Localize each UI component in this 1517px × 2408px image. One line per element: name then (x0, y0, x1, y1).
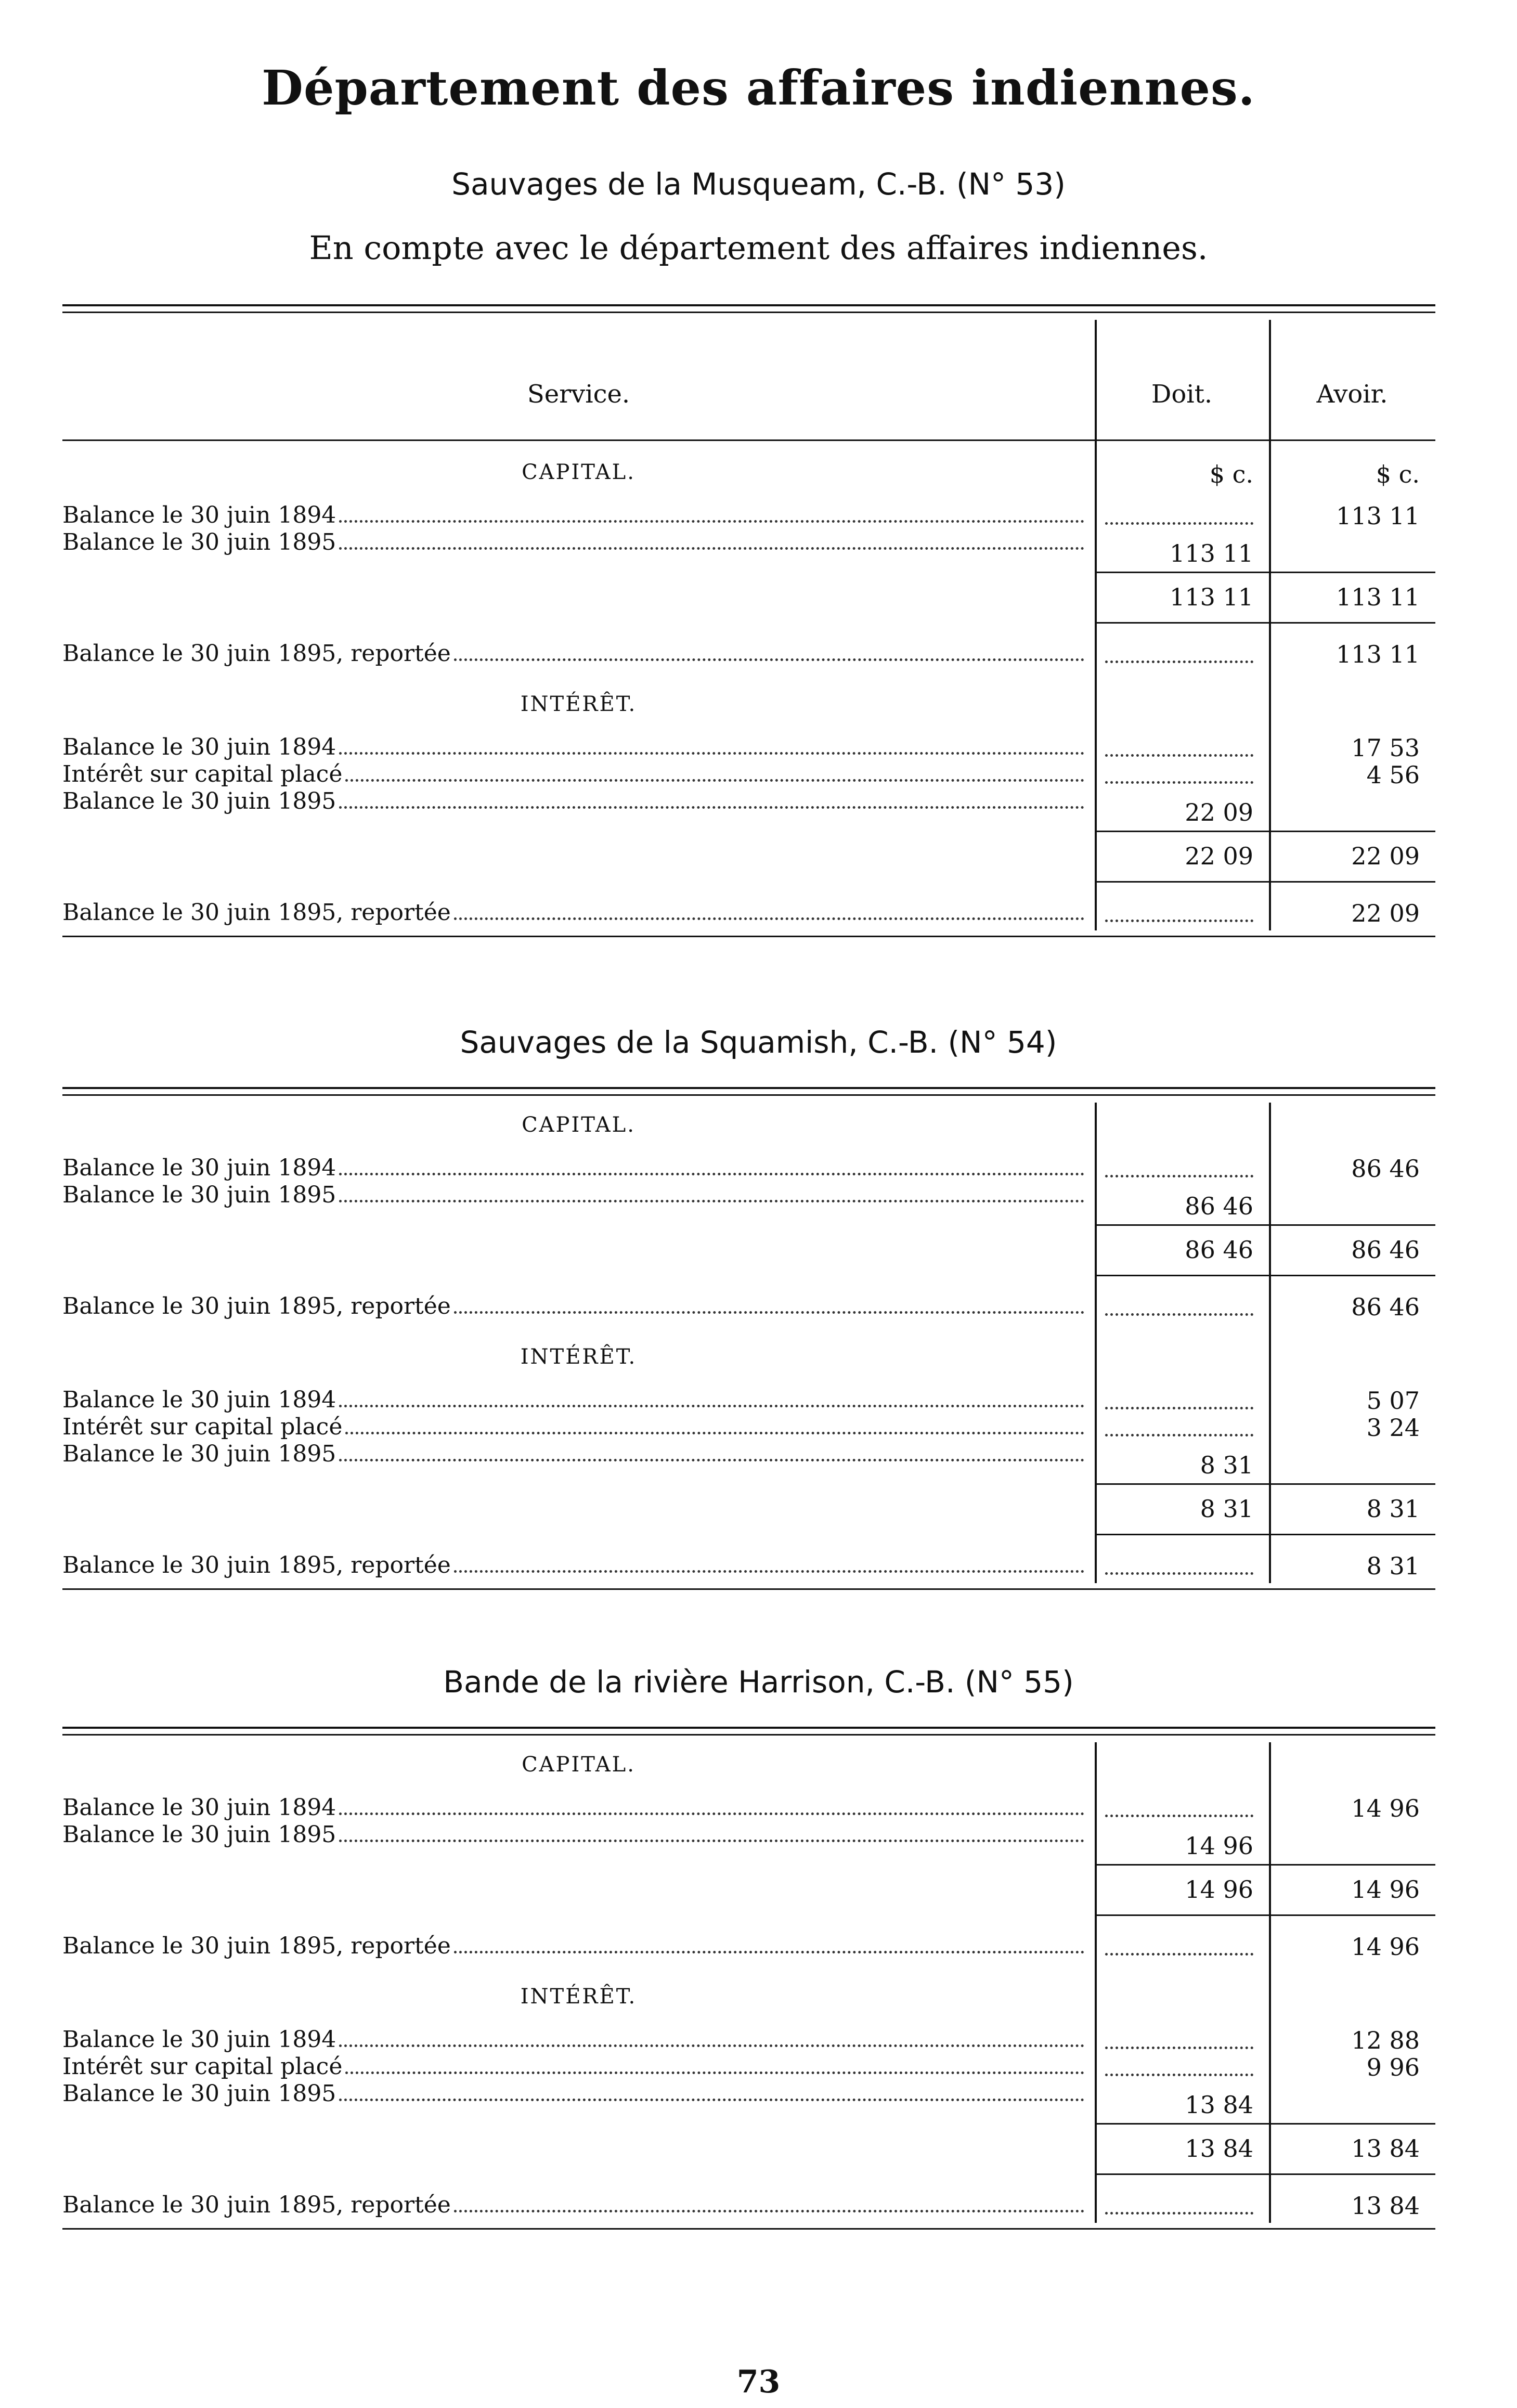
totals-rule (1095, 2173, 1435, 2175)
doit-dot-leader (1105, 1406, 1253, 1409)
avoir-column-line (1269, 1742, 1271, 2223)
entry-label (62, 788, 1084, 814)
doit-dot-leader (1105, 1952, 1253, 1956)
capital-heading: CAPITAL. (522, 460, 636, 484)
dot-leader (339, 520, 1084, 523)
column-header-service: Service. (527, 380, 630, 409)
doit-total: 22 09 (1185, 842, 1253, 870)
avoir-total: 86 46 (1351, 1236, 1420, 1264)
carried-balance-label (62, 1933, 1084, 1959)
entry-label-text: Balance le 30 juin 1895 (62, 1182, 336, 1208)
column-header-doit: Doit. (1151, 380, 1213, 409)
entry-label-text: Balance le 30 juin 1894 (62, 1387, 336, 1413)
carried-balance-label (62, 1552, 1084, 1578)
doit-column-line (1095, 320, 1097, 930)
entry-label-text: Intérêt sur capital placé (62, 1414, 343, 1440)
carried-avoir: 14 96 (1351, 1933, 1420, 1961)
doit-dot-leader (1105, 781, 1253, 784)
entry-label (62, 2080, 1084, 2107)
entry-label-text: Balance le 30 juin 1895 (62, 1821, 336, 1848)
table-bottom-rule (62, 2228, 1435, 2230)
dot-leader (339, 1458, 1084, 1461)
table-top-rule (62, 304, 1435, 306)
entry-label (62, 1182, 1084, 1208)
dot-leader (339, 1199, 1084, 1202)
doit-dot-leader (1105, 2073, 1253, 2076)
doit-amount: 113 11 (1170, 539, 1253, 567)
doit-amount: 14 96 (1185, 1832, 1253, 1860)
entry-label (62, 529, 1084, 555)
entry-label-text: Balance le 30 juin 1895 (62, 1441, 336, 1467)
carried-avoir: 13 84 (1351, 2192, 1420, 2220)
doit-column-line (1095, 1103, 1097, 1583)
entry-label-text: Balance le 30 juin 1895 (62, 529, 336, 555)
doit-dot-leader (1105, 660, 1253, 663)
doit-amount: 22 09 (1185, 798, 1253, 826)
column-header-avoir: Avoir. (1316, 380, 1388, 409)
avoir-total: 14 96 (1351, 1875, 1420, 1904)
doit-total: 86 46 (1185, 1236, 1253, 1264)
section-title: Sauvages de la Squamish, C.-B. (N° 54) (460, 1025, 1057, 1060)
doit-total: 8 31 (1200, 1495, 1253, 1523)
currency-header-avoir: $ c. (1376, 460, 1420, 488)
avoir-column-line (1269, 320, 1271, 930)
totals-rule (1095, 572, 1435, 573)
avoir-amount: 3 24 (1366, 1414, 1420, 1442)
avoir-amount: 86 46 (1351, 1155, 1420, 1183)
section-title: Sauvages de la Musqueam, C.-B. (N° 53) (451, 166, 1066, 202)
capital-heading: CAPITAL. (522, 1113, 636, 1137)
table-bottom-rule (62, 936, 1435, 937)
dot-leader (454, 917, 1084, 920)
dot-leader (454, 2209, 1084, 2212)
entry-label-text: Balance le 30 juin 1894 (62, 734, 336, 760)
entry-label (62, 502, 1084, 528)
doit-dot-leader (1105, 2046, 1253, 2049)
dot-leader (339, 1404, 1084, 1407)
entry-label-text: Intérêt sur capital placé (62, 2053, 343, 2080)
avoir-amount: 4 56 (1366, 761, 1420, 789)
entry-label (62, 734, 1084, 760)
dot-leader (339, 752, 1084, 755)
doit-dot-leader (1105, 754, 1253, 757)
avoir-total: 13 84 (1351, 2134, 1420, 2163)
doit-column-line (1095, 1742, 1097, 2223)
page-title: Département des affaires indiennes. (262, 60, 1255, 116)
carried-balance-label (62, 1293, 1084, 1319)
carried-balance-text: Balance le 30 juin 1895, reportée (62, 2192, 451, 2218)
currency-header-doit: $ c. (1209, 460, 1253, 488)
table-top-rule (62, 1734, 1435, 1736)
totals-rule (1095, 831, 1435, 832)
doit-dot-leader (1105, 522, 1253, 525)
carried-balance-text: Balance le 30 juin 1895, reportée (62, 640, 451, 667)
dot-leader (339, 1172, 1084, 1175)
entry-label (62, 1387, 1084, 1413)
avoir-column-line (1269, 1103, 1271, 1583)
totals-rule (1095, 881, 1435, 883)
totals-rule (1095, 1275, 1435, 1276)
totals-rule (1095, 1224, 1435, 1226)
entry-label-text: Balance le 30 juin 1894 (62, 1155, 336, 1181)
dot-leader (345, 2071, 1084, 2074)
doit-total: 13 84 (1185, 2134, 1253, 2163)
table-top-rule (62, 1727, 1435, 1729)
entry-label (62, 1441, 1084, 1467)
table-bottom-rule (62, 1588, 1435, 1590)
table-top-rule (62, 1087, 1435, 1089)
interet-heading: INTÉRÊT. (520, 1985, 637, 2009)
avoir-total: 8 31 (1366, 1495, 1420, 1523)
dot-leader (339, 1812, 1084, 1815)
avoir-amount: 113 11 (1336, 502, 1420, 530)
carried-balance-label (62, 640, 1084, 667)
doit-dot-leader (1105, 1433, 1253, 1436)
avoir-total: 113 11 (1336, 583, 1420, 611)
dot-leader (454, 1311, 1084, 1314)
dot-leader (454, 1570, 1084, 1573)
entry-label-text: Intérêt sur capital placé (62, 761, 343, 787)
dot-leader (339, 806, 1084, 809)
totals-rule (1095, 2123, 1435, 2125)
interet-heading: INTÉRÊT. (520, 692, 637, 716)
entry-label (62, 1414, 1084, 1440)
entry-label-text: Balance le 30 juin 1895 (62, 2080, 336, 2107)
dot-leader (345, 1431, 1084, 1434)
doit-dot-leader (1105, 919, 1253, 922)
entry-label-text: Balance le 30 juin 1894 (62, 2026, 336, 2053)
entry-label (62, 2026, 1084, 2053)
header-rule (62, 439, 1435, 441)
avoir-total: 22 09 (1351, 842, 1420, 870)
doit-amount: 13 84 (1185, 2091, 1253, 2119)
totals-rule (1095, 1914, 1435, 1916)
carried-avoir: 22 09 (1351, 899, 1420, 927)
capital-heading: CAPITAL. (522, 1753, 636, 1777)
avoir-amount: 14 96 (1351, 1794, 1420, 1822)
avoir-amount: 12 88 (1351, 2026, 1420, 2054)
doit-dot-leader (1105, 2211, 1253, 2215)
avoir-amount: 17 53 (1351, 734, 1420, 762)
carried-balance-label (62, 899, 1084, 926)
dot-leader (339, 547, 1084, 550)
doit-total: 14 96 (1185, 1875, 1253, 1904)
dot-leader (339, 2044, 1084, 2047)
totals-rule (1095, 1864, 1435, 1866)
dot-leader (454, 658, 1084, 661)
table-top-rule (62, 312, 1435, 313)
doit-amount: 8 31 (1200, 1451, 1253, 1479)
carried-balance-label (62, 2192, 1084, 2218)
doit-dot-leader (1105, 1174, 1253, 1177)
carried-balance-text: Balance le 30 juin 1895, reportée (62, 1552, 451, 1578)
dot-leader (345, 779, 1084, 782)
carried-balance-text: Balance le 30 juin 1895, reportée (62, 1293, 451, 1319)
doit-dot-leader (1105, 1814, 1253, 1817)
avoir-amount: 5 07 (1366, 1387, 1420, 1415)
entry-label-text: Balance le 30 juin 1894 (62, 502, 336, 528)
doit-total: 113 11 (1170, 583, 1253, 611)
carried-avoir: 113 11 (1336, 640, 1420, 668)
doit-dot-leader (1105, 1572, 1253, 1575)
entry-label (62, 1794, 1084, 1821)
entry-label (62, 2053, 1084, 2080)
doit-amount: 86 46 (1185, 1192, 1253, 1220)
carried-avoir: 8 31 (1366, 1552, 1420, 1580)
table-top-rule (62, 1094, 1435, 1096)
dot-leader (339, 2098, 1084, 2101)
dot-leader (454, 1950, 1084, 1953)
carried-avoir: 86 46 (1351, 1293, 1420, 1321)
carried-balance-text: Balance le 30 juin 1895, reportée (62, 1933, 451, 1959)
account-heading: En compte avec le département des affaires indiennes. (309, 229, 1208, 267)
page-number: 73 (736, 2364, 781, 2400)
entry-label (62, 1821, 1084, 1848)
entry-label-text: Balance le 30 juin 1894 (62, 1794, 336, 1821)
entry-label (62, 1155, 1084, 1181)
dot-leader (339, 1839, 1084, 1842)
entry-label (62, 761, 1084, 787)
section-title: Bande de la rivière Harrison, C.-B. (N° 55) (443, 1664, 1074, 1700)
entry-label-text: Balance le 30 juin 1895 (62, 788, 336, 814)
avoir-amount: 9 96 (1366, 2053, 1420, 2081)
doit-dot-leader (1105, 1313, 1253, 1316)
totals-rule (1095, 622, 1435, 624)
totals-rule (1095, 1534, 1435, 1535)
totals-rule (1095, 1483, 1435, 1485)
interet-heading: INTÉRÊT. (520, 1345, 637, 1369)
carried-balance-text: Balance le 30 juin 1895, reportée (62, 899, 451, 926)
